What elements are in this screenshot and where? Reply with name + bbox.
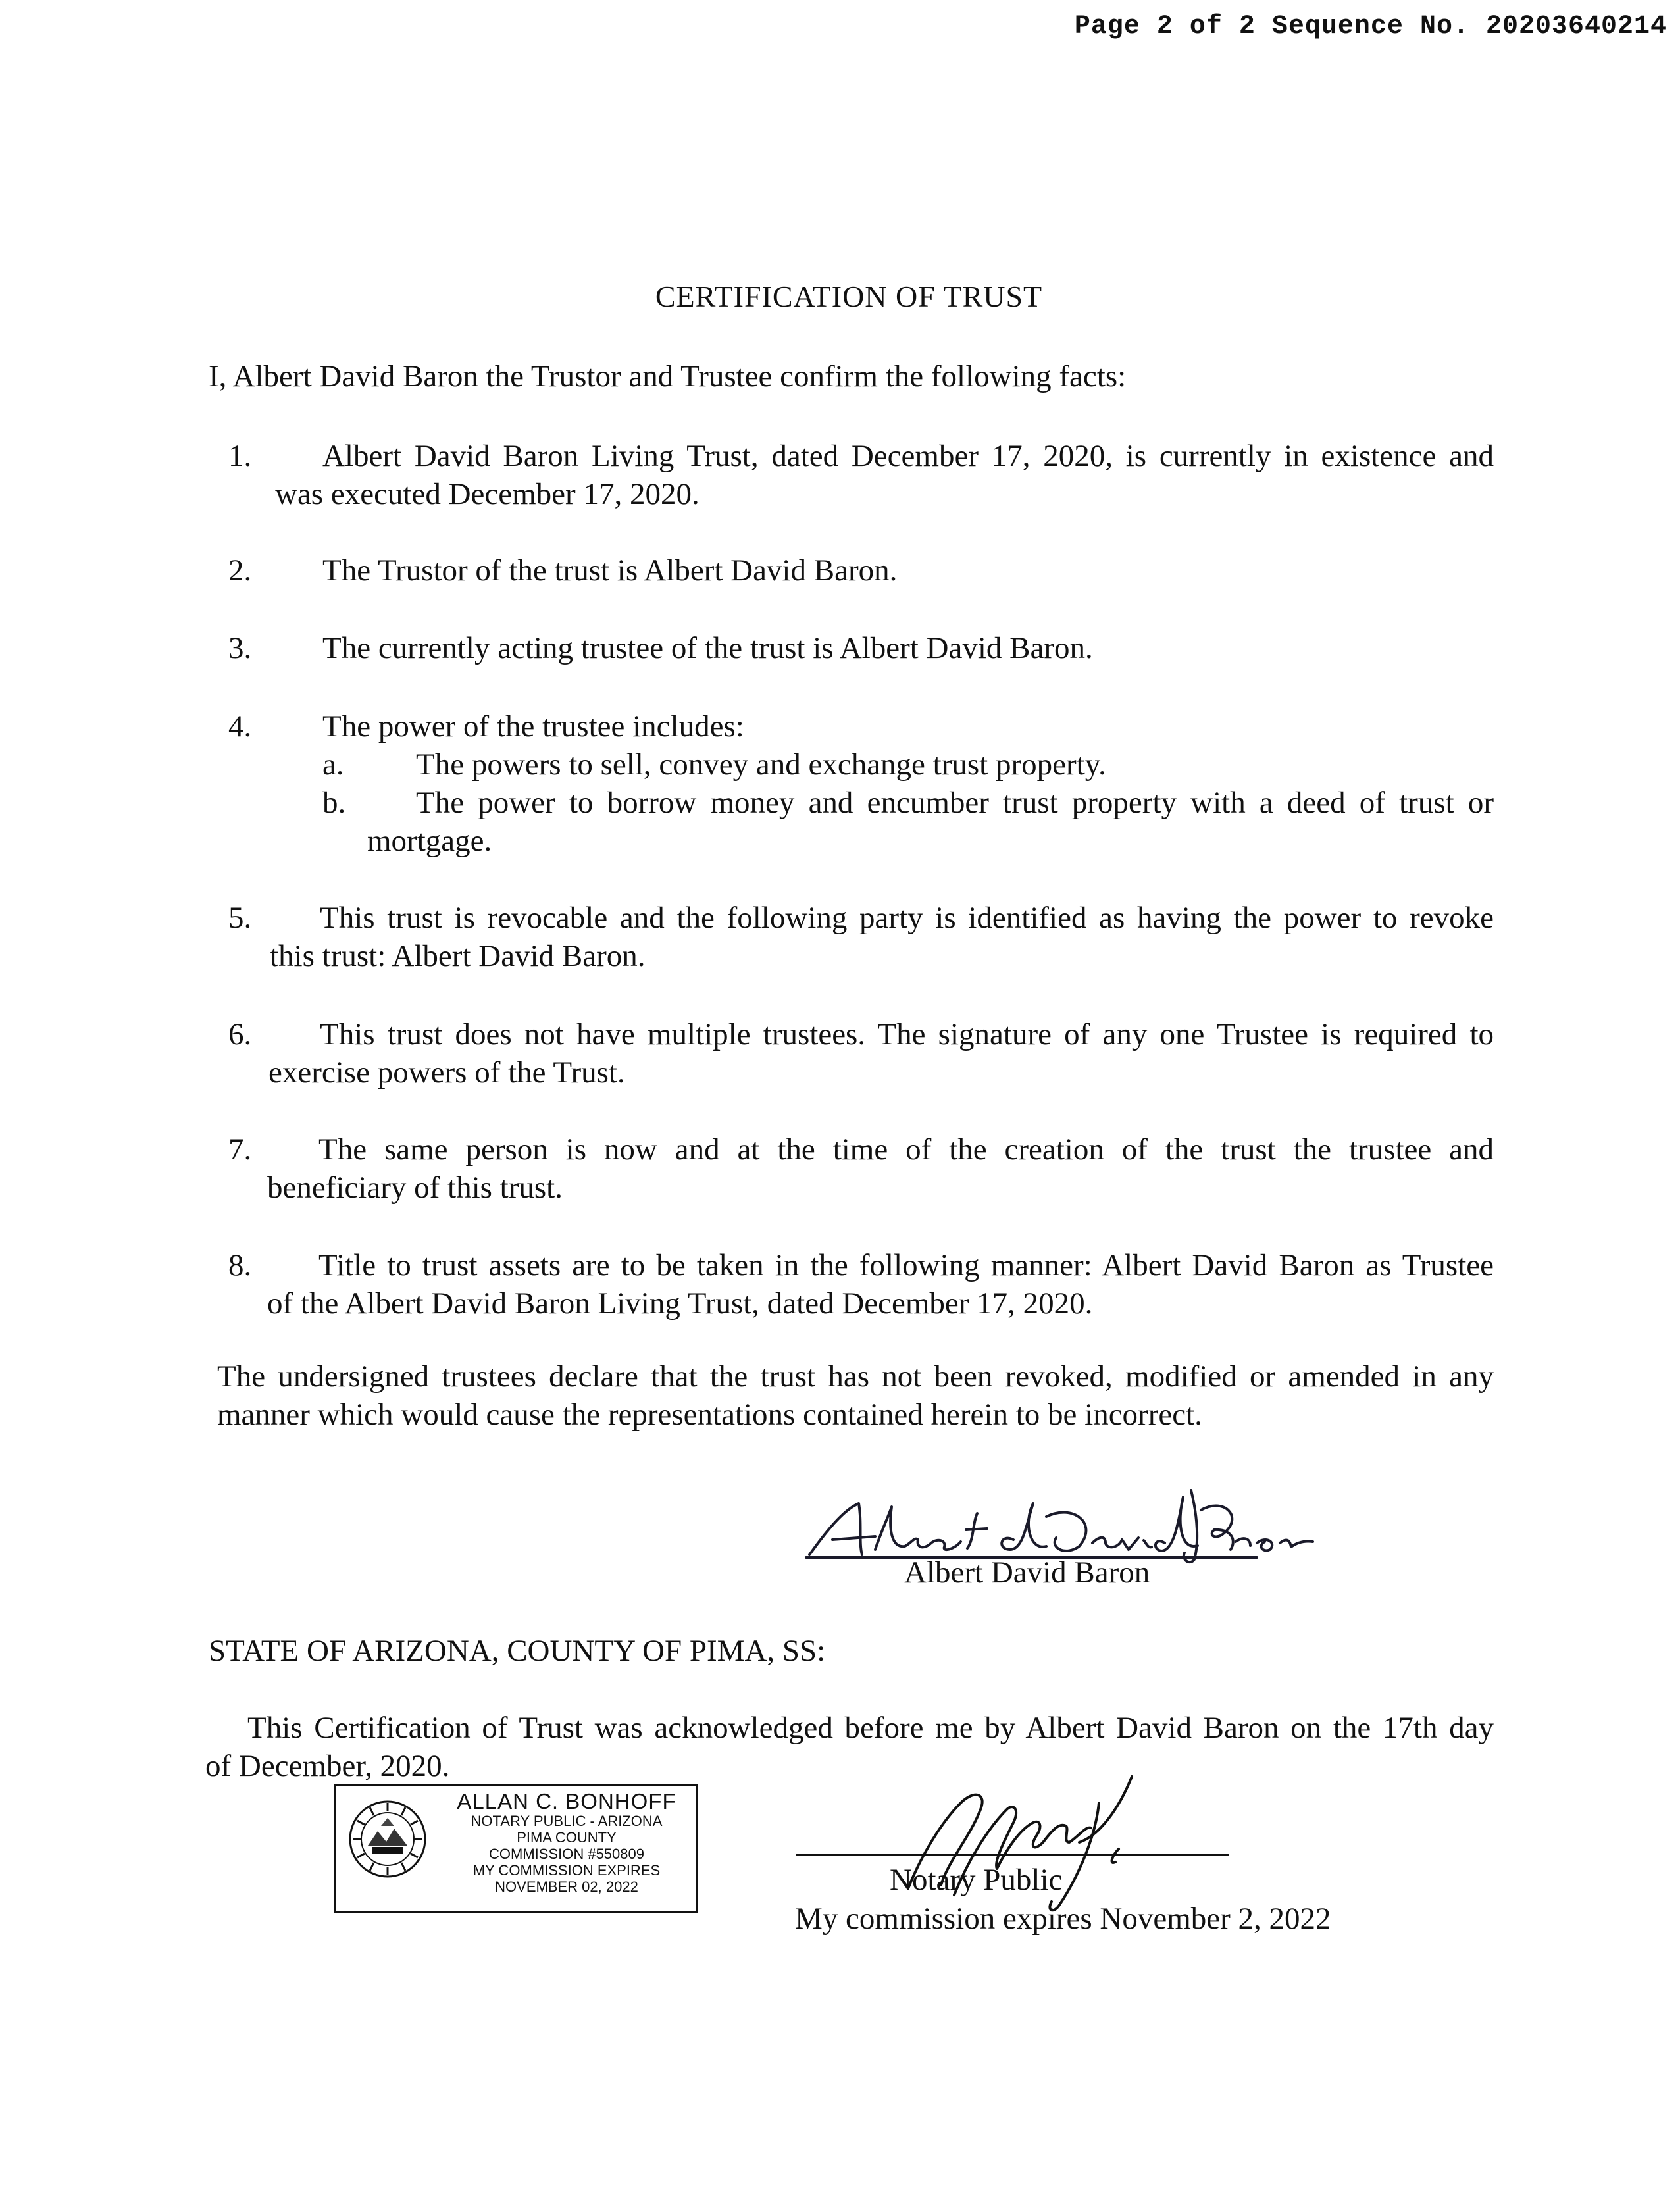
subitem-text: The power to borrow money and encumber trust property with a deed of trust or [416, 786, 1494, 820]
item-number: 3. [228, 631, 252, 665]
state-seal-icon [348, 1800, 427, 1879]
notary-name: ALLAN C. BONHOFF [457, 1789, 676, 1813]
item-text: The Trustor of the trust is Albert David Baron. [322, 553, 898, 588]
item-text-continued: this trust: Albert David Baron. [270, 939, 646, 973]
acknowledgment-paragraph: This Certification of Trust was acknowledged before me by Albert David Baron on the 17th day [247, 1711, 1494, 1745]
document-title: CERTIFICATION OF TRUST [655, 280, 1043, 313]
item-text-continued: of the Albert David Baron Living Trust, dated December 17, 2020. [267, 1286, 1093, 1321]
item-text-continued: was executed December 17, 2020. [275, 477, 700, 511]
item-text: Albert David Baron Living Trust, dated December 17, 2020, is currently in existence and [322, 439, 1494, 473]
stamp-expires-label: MY COMMISSION EXPIRES [472, 1862, 661, 1879]
intro-paragraph: I, Albert David Baron the Trustor and Trustee confirm the following facts: [209, 359, 1127, 393]
subitem-letter: a. [322, 747, 344, 782]
commission-expiry-line: My commission expires November 2, 2022 [795, 1902, 1331, 1936]
notary-stamp [334, 1784, 698, 1913]
item-number: 1. [228, 439, 252, 473]
stamp-county: PIMA COUNTY [517, 1829, 617, 1846]
item-text-continued: beneficiary of this trust. [267, 1171, 563, 1205]
item-number: 7. [228, 1132, 252, 1167]
notary-signature [882, 1763, 1198, 1921]
subitem-text-continued: mortgage. [367, 824, 492, 858]
page-sequence-header: Page 2 of 2 Sequence No. 20203640214 [1074, 12, 1667, 41]
item-text: This trust does not have multiple trustees. The signature of any one Trustee is required to [320, 1017, 1494, 1051]
subitem-text: The powers to sell, convey and exchange trust property. [416, 747, 1106, 782]
item-text-continued: exercise powers of the Trust. [268, 1055, 625, 1090]
acknowledgment-paragraph-continued: of December, 2020. [205, 1749, 450, 1783]
declaration-paragraph-continued: manner which would cause the representations contained herein to be incorrect. [217, 1398, 1202, 1432]
venue-line: STATE OF ARIZONA, COUNTY OF PIMA, SS: [209, 1634, 826, 1668]
item-text: The power of the trustee includes: [322, 709, 744, 744]
item-text: This trust is revocable and the following party is identified as having the power to revoke [320, 901, 1494, 935]
stamp-title: NOTARY PUBLIC - ARIZONA [471, 1813, 663, 1829]
notary-public-label: Notary Public [890, 1863, 1063, 1897]
item-number: 2. [228, 553, 252, 588]
item-text: Title to trust assets are to be taken in the following manner: Albert David Baron as Trustee [318, 1248, 1494, 1282]
item-text: The same person is now and at the time of the creation of the trust the trustee and [318, 1132, 1494, 1167]
subitem-letter: b. [322, 786, 346, 820]
declaration-paragraph: The undersigned trustees declare that the trust has not been revoked, modified or amended in any [217, 1359, 1494, 1394]
item-number: 4. [228, 709, 252, 744]
item-number: 6. [228, 1017, 252, 1051]
item-number: 8. [228, 1248, 252, 1282]
stamp-expiry-date: NOVEMBER 02, 2022 [495, 1879, 638, 1895]
stamp-text-block [435, 1790, 698, 1895]
item-text: The currently acting trustee of the trust is Albert David Baron. [322, 631, 1093, 665]
signer-name: Albert David Baron [904, 1555, 1150, 1590]
item-number: 5. [228, 901, 252, 935]
stamp-commission-number: COMMISSION #550809 [489, 1846, 644, 1862]
